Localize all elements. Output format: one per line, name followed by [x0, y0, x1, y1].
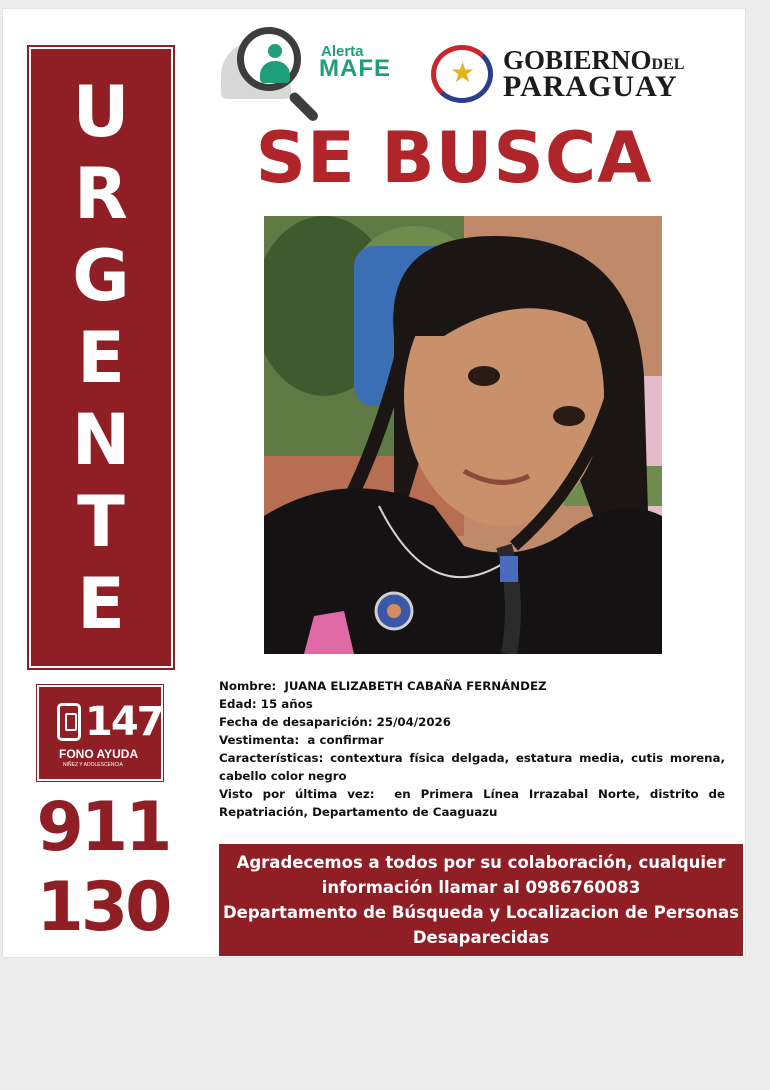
page-title: SE BUSCA — [255, 117, 653, 199]
magnifier-icon — [237, 27, 301, 91]
urgent-letter: E — [77, 562, 125, 645]
contact-line: información llamar al 0986760083 — [321, 878, 641, 897]
contact-line: Desaparecidas — [412, 928, 550, 947]
contact-line: Agradecemos a todos por su colaboración, cualquier — [236, 853, 726, 872]
urgent-letter: G — [72, 234, 130, 317]
star-icon: ★ — [450, 57, 476, 88]
urgent-letter: T — [77, 480, 125, 563]
urgent-letter: N — [71, 398, 131, 481]
detail-vestimenta: Vestimenta: a confirmar — [219, 733, 384, 747]
missing-person-photo — [264, 216, 662, 654]
detail-fecha: Fecha de desaparición: 25/04/2026 — [219, 715, 451, 729]
fono-ayuda-sublabel: NIÑEZ Y ADOLESCENCIA — [63, 762, 123, 768]
national-seal-icon — [431, 45, 493, 103]
urgent-letter: R — [74, 152, 128, 235]
urgent-letter: E — [77, 316, 125, 399]
alerta-mafe-logo — [221, 25, 401, 115]
urgent-letter: U — [72, 70, 130, 153]
contact-line: Departamento de Búsqueda y Localizacion de Personas — [222, 903, 740, 922]
mafe-alerta-text: Alerta — [321, 43, 364, 60]
detail-visto: Visto por última vez: en Primera Línea Irrazabal Norte, distrito de Repatriación, Departamento de Caaguazu — [219, 787, 725, 819]
mafe-name-text: MAFE — [319, 55, 391, 82]
gobierno-text: GOBIERNODEL — [503, 45, 685, 75]
emergency-number-130: 130 — [36, 868, 170, 947]
person-details — [219, 677, 725, 821]
poster — [2, 8, 746, 958]
phone-icon — [57, 703, 81, 741]
gobierno-paraguay-logo — [431, 45, 711, 107]
urgent-banner — [27, 45, 175, 670]
contact-banner — [219, 844, 743, 956]
detail-nombre: Nombre: JUANA ELIZABETH CABAÑA FERNÁNDEZ — [219, 679, 547, 693]
fono-ayuda-number: 147 — [85, 699, 163, 745]
urgent-letters — [29, 47, 173, 668]
paraguay-text: PARAGUAY — [503, 70, 678, 103]
detail-edad: Edad: 15 años — [219, 697, 313, 711]
fono-ayuda-badge — [37, 685, 163, 781]
detail-caracteristicas: Características: contextura física delgada, estatura media, cutis morena, cabello color negro — [219, 751, 725, 783]
emergency-number-911: 911 — [36, 788, 170, 867]
fono-ayuda-label: FONO AYUDA — [59, 747, 139, 761]
